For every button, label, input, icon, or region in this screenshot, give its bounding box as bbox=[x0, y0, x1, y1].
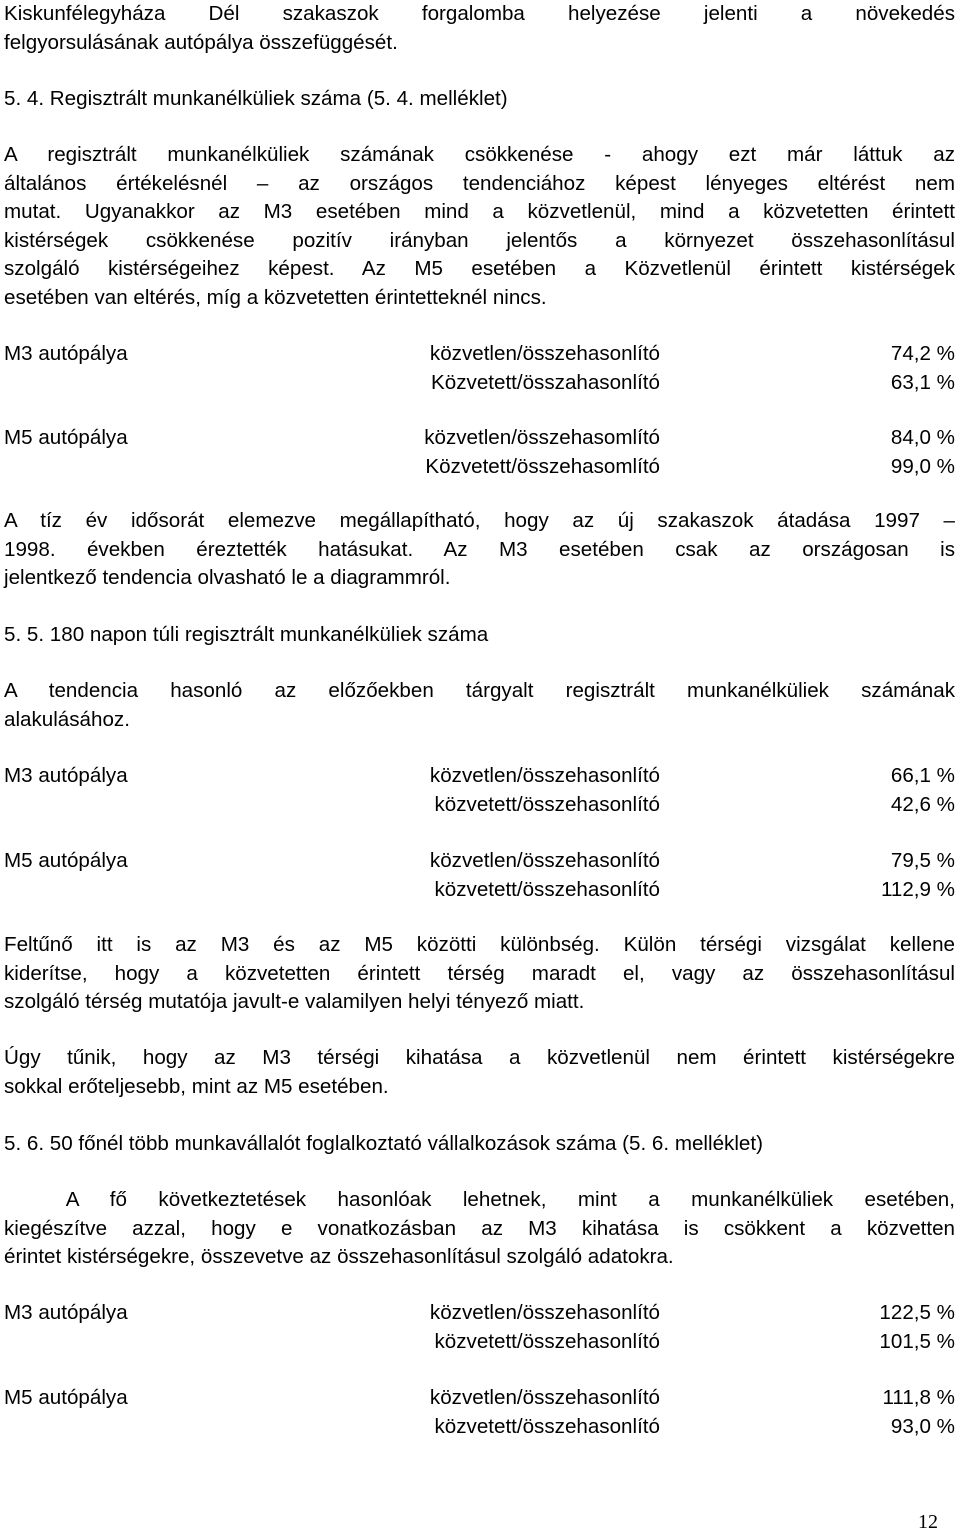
table-row bbox=[4, 762, 955, 791]
section-5-5-paragraph-2 bbox=[4, 931, 955, 1017]
section-5-4-paragraph bbox=[4, 141, 955, 312]
ratio-label: közvetett/összehasonlító bbox=[434, 877, 660, 901]
text-line: általános értékelésnél – az országos tendenciához képest lényeges eltérést nem bbox=[4, 171, 955, 195]
ratio-label: Közvetett/összehasomlító bbox=[425, 454, 660, 478]
text-line: Úgy tűnik, hogy az M3 térségi kihatása a közvetlenül nem érintett kistérségekre bbox=[4, 1046, 955, 1069]
ratio-label: közvetett/összehasonlító bbox=[434, 1329, 660, 1353]
text-line: kistérségek csökkenése pozitív irányban jelentős a környezet összehasonlításul bbox=[4, 228, 955, 252]
text-line: 1998. években éreztették hatásukat. Az M3 esetében csak az országosan is bbox=[4, 537, 955, 561]
ratio-value: 99,0 % bbox=[890, 454, 955, 478]
table-row bbox=[4, 876, 955, 905]
text-line: jelentkező tendencia olvasható le a diagrammról. bbox=[4, 566, 451, 589]
text-line: sokkal erőteljesebb, mint az M5 esetében. bbox=[4, 1074, 389, 1098]
table-row bbox=[4, 424, 955, 453]
road-label: M3 autópálya bbox=[4, 342, 128, 365]
section-5-6-paragraph bbox=[4, 1186, 955, 1272]
ratio-value: 111,8 % bbox=[882, 1386, 955, 1409]
table-row bbox=[4, 1328, 955, 1357]
text-line: A tendencia hasonló az előzőekben tárgyalt regisztrált munkanélküliek számának bbox=[4, 679, 955, 702]
ratio-label: közvetett/összehasonlító bbox=[434, 792, 660, 816]
road-label: M3 autópálya bbox=[4, 1301, 128, 1324]
text-line: szolgáló kistérségeihez képest. Az M5 esetében a Közvetlenül érintett kistérségek bbox=[4, 257, 955, 280]
table-row bbox=[4, 1413, 955, 1442]
ratio-value: 74,2 % bbox=[890, 342, 955, 365]
text-line: A regisztrált munkanélküliek számának csökkenése - ahogy ezt már láttuk az bbox=[4, 143, 955, 166]
text-line: szolgáló térség mutatója javult-e valamilyen helyi tényező miatt. bbox=[4, 990, 585, 1013]
ratio-value: 101,5 % bbox=[879, 1329, 955, 1353]
text-line: kiegészítve azzal, hogy e vonatkozásban az M3 kihatása is csökkent a közvetten bbox=[4, 1216, 955, 1240]
section-5-5-paragraph bbox=[4, 677, 955, 734]
road-label: M5 autópálya bbox=[4, 849, 128, 872]
table-row bbox=[4, 847, 955, 876]
text-line: esetében van eltérés, míg a közvetetten érintetteknél nincs. bbox=[4, 285, 547, 309]
road-label: M3 autópálya bbox=[4, 764, 128, 787]
text-line: alakulásához. bbox=[4, 707, 130, 731]
page-number: 12 bbox=[918, 1511, 938, 1533]
ratio-value: 84,0 % bbox=[890, 426, 955, 449]
text-line: felgyorsulásának autópálya összefüggését. bbox=[4, 30, 398, 54]
text-line: A tíz év idősorát elemezve megállapítható, hogy az új szakaszok átadása 1997 – bbox=[4, 509, 955, 532]
ratio-label: közvetett/összehasonlító bbox=[434, 1414, 660, 1438]
text-line: Feltűnő itt is az M3 és az M5 közötti különbség. Külön térségi vizsgálat kellene bbox=[4, 933, 955, 956]
section-5-4-conclusion bbox=[4, 507, 955, 593]
text-line: Kiskunfélegyháza Dél szakaszok forgalomba helyezése jelenti a növekedés bbox=[4, 2, 955, 25]
section-heading-5-6: 5. 6. 50 főnél több munkavállalót foglalkoztató vállalkozások száma (5. 6. melléklet) bbox=[4, 1132, 763, 1155]
ratio-label: közvetlen/összehasomlító bbox=[424, 426, 660, 449]
ratio-value: 63,1 % bbox=[890, 370, 955, 394]
table-row bbox=[4, 340, 955, 369]
section-heading-5-5: 5. 5. 180 napon túli regisztrált munkanélküliek száma bbox=[4, 623, 489, 646]
text-line: A fő következtetések hasonlóak lehetnek, mint a munkanélküliek esetében, bbox=[4, 1188, 955, 1211]
ratio-label: közvetlen/összehasonlító bbox=[429, 1386, 660, 1409]
section-heading-5-4: 5. 4. Regisztrált munkanélküliek száma (5. 4. melléklet) bbox=[4, 87, 508, 110]
ratio-value: 42,6 % bbox=[890, 792, 955, 816]
ratio-label: közvetlen/összehasonlító bbox=[429, 1301, 660, 1324]
ratio-label: közvetlen/összehasonlító bbox=[429, 849, 660, 872]
table-row bbox=[4, 1384, 955, 1413]
table-row bbox=[4, 369, 955, 398]
table-row bbox=[4, 791, 955, 820]
data-table-5-6 bbox=[4, 1299, 955, 1441]
data-table-5-4 bbox=[4, 340, 955, 481]
ratio-label: közvetlen/összehasonlító bbox=[429, 342, 660, 365]
ratio-label: közvetlen/összehasonlító bbox=[429, 764, 660, 787]
section-5-5-paragraph-3 bbox=[4, 1044, 955, 1101]
road-label: M5 autópálya bbox=[4, 426, 128, 449]
ratio-value: 93,0 % bbox=[890, 1414, 955, 1438]
text-line: mutat. Ugyanakkor az M3 esetében mind a közvetlenül, mind a közvetetten érintett bbox=[4, 200, 955, 223]
ratio-value: 112,9 % bbox=[880, 877, 955, 901]
ratio-label: Közvetett/összahasonlító bbox=[431, 370, 660, 394]
data-table-5-5 bbox=[4, 762, 955, 904]
ratio-value: 66,1 % bbox=[890, 764, 955, 787]
text-line: kiderítse, hogy a közvetetten érintett térség maradt el, vagy az összehasonlításul bbox=[4, 961, 955, 985]
ratio-value: 122,5 % bbox=[879, 1301, 955, 1324]
text-line: érintet kistérségekre, összevetve az összehasonlításul szolgáló adatokra. bbox=[4, 1245, 674, 1268]
road-label: M5 autópálya bbox=[4, 1386, 128, 1409]
ratio-value: 79,5 % bbox=[890, 849, 955, 872]
table-row bbox=[4, 1299, 955, 1328]
table-row bbox=[4, 453, 955, 482]
intro-paragraph bbox=[4, 0, 955, 57]
